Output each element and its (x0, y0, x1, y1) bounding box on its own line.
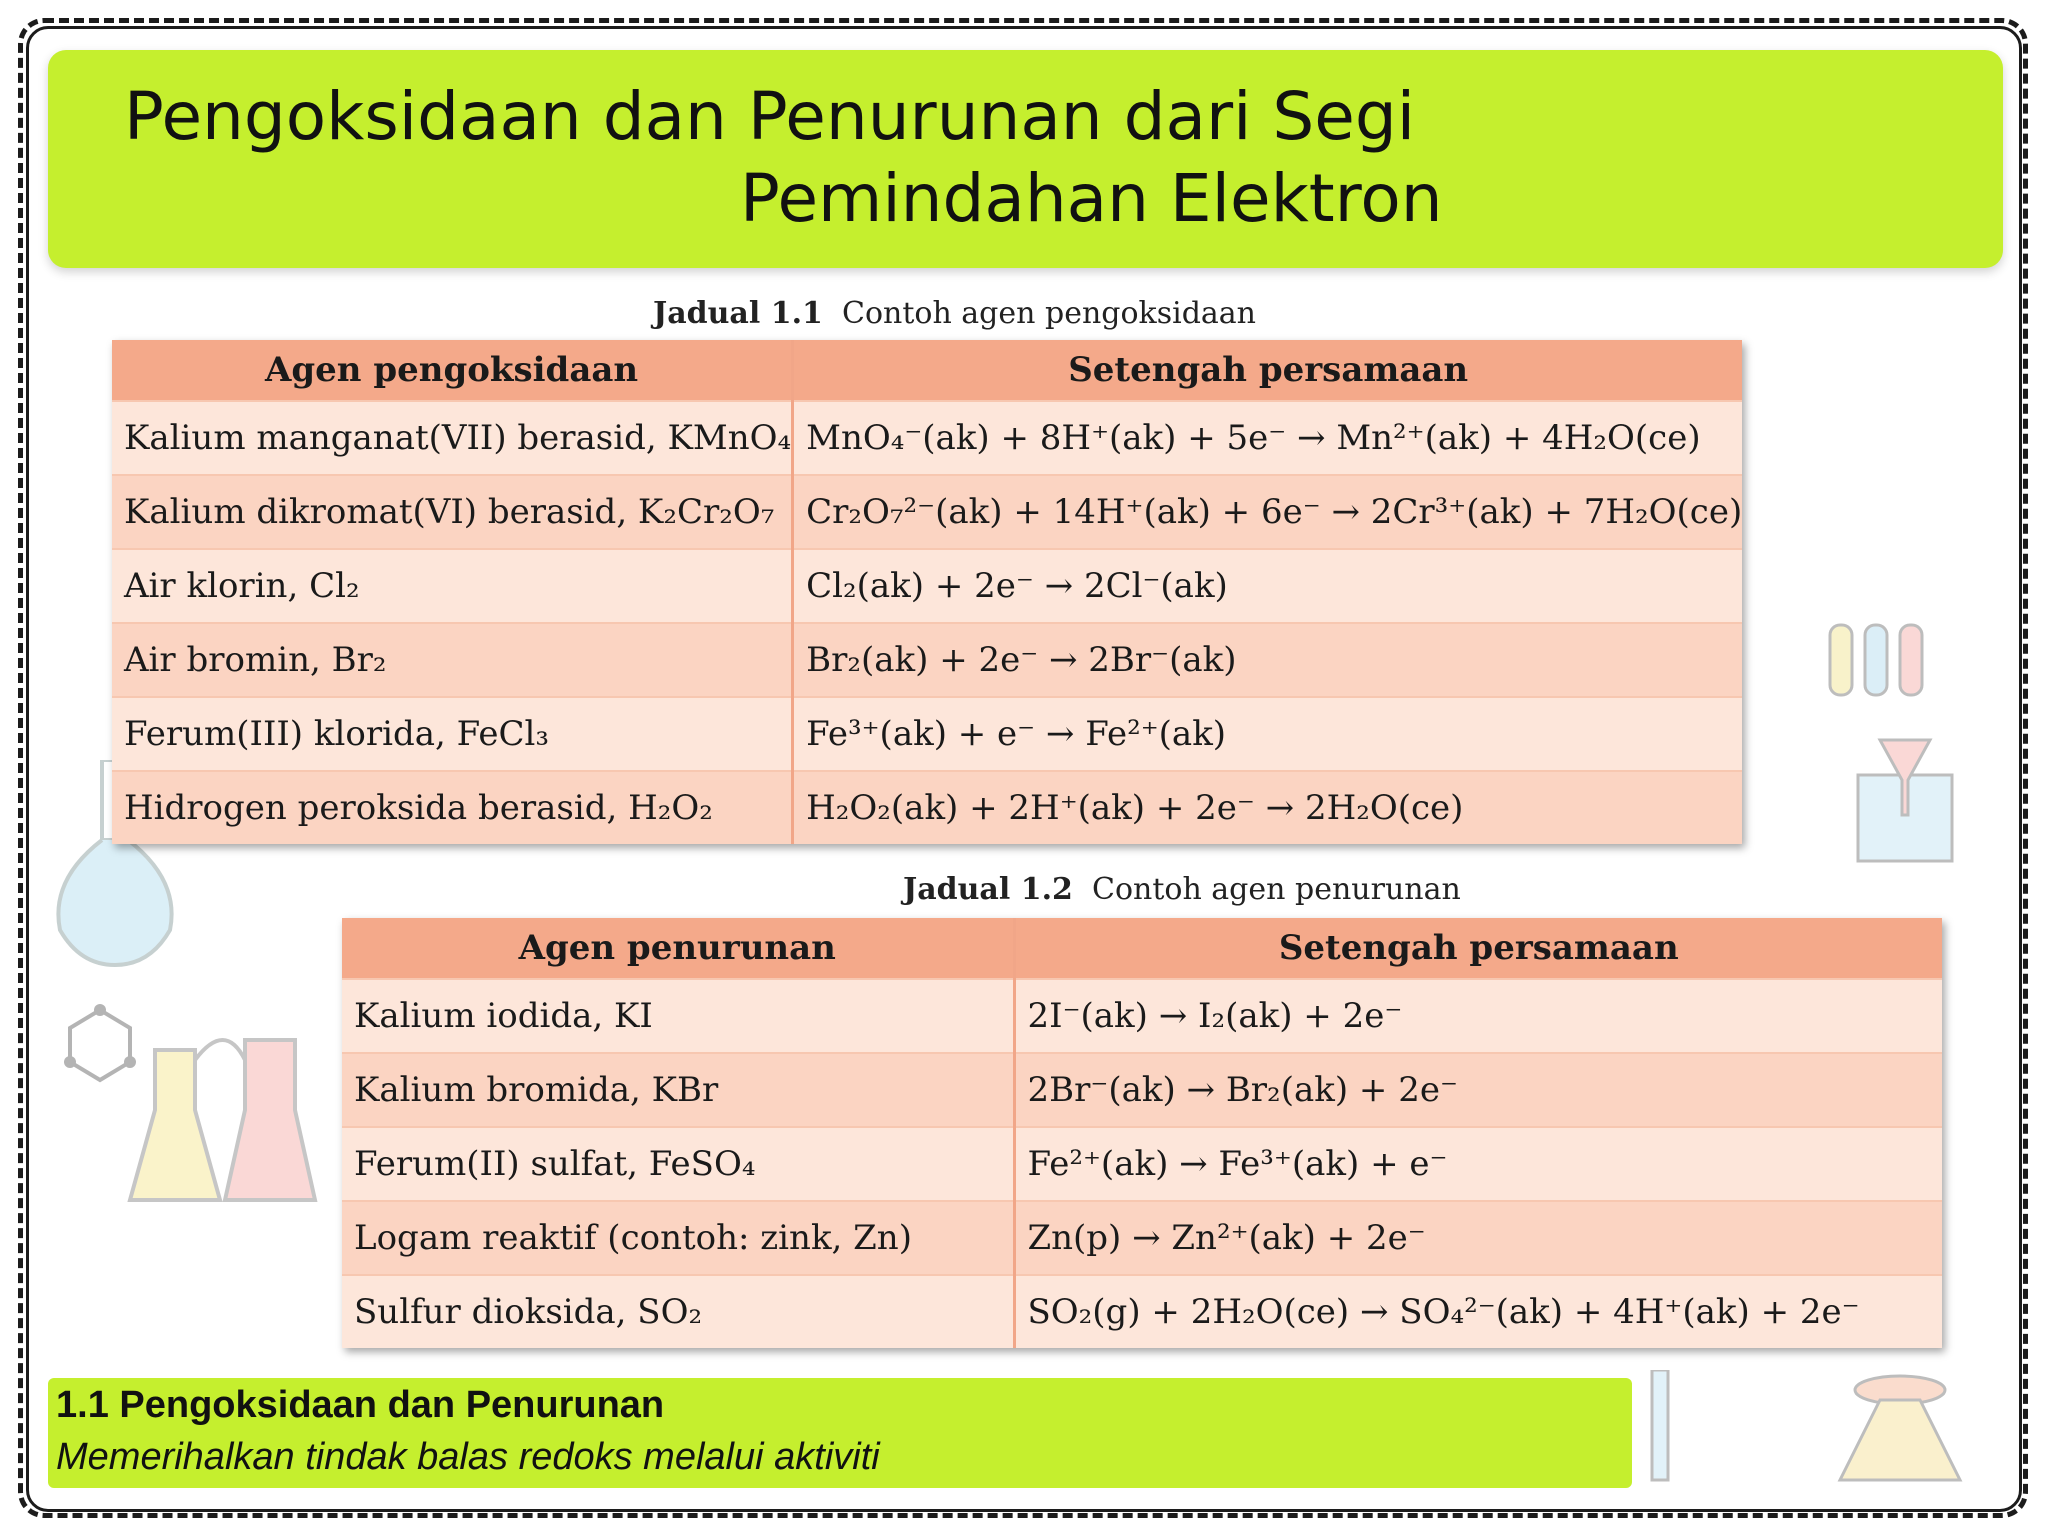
table-row (112, 401, 1742, 475)
reducing-agents-table (342, 918, 1942, 1348)
equation-cell: SO₂(g) + 2H₂O(ce) → SO₄²⁻(ak) + 4H⁺(ak) + 2e⁻ (1014, 1275, 1942, 1348)
agent-cell: Sulfur dioksida, SO₂ (342, 1275, 1014, 1348)
table-row (112, 475, 1742, 549)
table-row (112, 697, 1742, 771)
column-header-equation: Setengah persamaan (1014, 918, 1942, 979)
equation-cell: Fe³⁺(ak) + e⁻ → Fe²⁺(ak) (793, 697, 1743, 771)
agent-cell: Air klorin, Cl₂ (112, 549, 793, 623)
agent-cell: Kalium manganat(VII) berasid, KMnO₄ (112, 401, 793, 475)
column-header-equation: Setengah persamaan (793, 340, 1743, 401)
equation-cell: Zn(p) → Zn²⁺(ak) + 2e⁻ (1014, 1201, 1942, 1275)
table-row (342, 1127, 1942, 1201)
table1-caption (653, 296, 1256, 331)
footer-title: 1.1 Pengoksidaan dan Penurunan (56, 1384, 665, 1426)
table1-caption-label: Jadual 1.1 (653, 296, 823, 331)
table-row (112, 549, 1742, 623)
table-row (342, 1053, 1942, 1127)
test-tubes-icon (1820, 615, 1940, 705)
equation-cell: 2Br⁻(ak) → Br₂(ak) + 2e⁻ (1014, 1053, 1942, 1127)
table-header-row (342, 918, 1942, 979)
equation-cell: 2I⁻(ak) → I₂(ak) + 2e⁻ (1014, 979, 1942, 1053)
agent-cell: Ferum(II) sulfat, FeSO₄ (342, 1127, 1014, 1201)
equation-cell: Cl₂(ak) + 2e⁻ → 2Cl⁻(ak) (793, 549, 1743, 623)
table-row (342, 1275, 1942, 1348)
table2-caption-label: Jadual 1.2 (903, 872, 1073, 907)
table-row (112, 771, 1742, 844)
agent-cell: Hidrogen peroksida berasid, H₂O₂ (112, 771, 793, 844)
agent-cell: Air bromin, Br₂ (112, 623, 793, 697)
funnel-beaker-icon (1850, 735, 1960, 865)
flask-icon (1830, 1370, 1970, 1490)
table-row (342, 979, 1942, 1053)
agent-cell: Kalium bromida, KBr (342, 1053, 1014, 1127)
table2-caption (903, 872, 1461, 907)
equation-cell: Cr₂O₇²⁻(ak) + 14H⁺(ak) + 6e⁻ → 2Cr³⁺(ak) + 7H₂O(ce) (793, 475, 1743, 549)
flask-icon (125, 1030, 325, 1220)
column-header-agent: Agen penurunan (342, 918, 1014, 979)
agent-cell: Logam reaktif (contoh: zink, Zn) (342, 1201, 1014, 1275)
equation-cell: H₂O₂(ak) + 2H⁺(ak) + 2e⁻ → 2H₂O(ce) (793, 771, 1743, 844)
column-header-agent: Agen pengoksidaan (112, 340, 793, 401)
molecule-icon (55, 1000, 145, 1090)
footer-subtitle: Memerihalkan tindak balas redoks melalui aktiviti (56, 1436, 880, 1478)
agent-cell: Ferum(III) klorida, FeCl₃ (112, 697, 793, 771)
agent-cell: Kalium dikromat(VI) berasid, K₂Cr₂O₇ (112, 475, 793, 549)
table1-caption-text: Contoh agen pengoksidaan (841, 296, 1257, 331)
page-title-line-2: Pemindahan Elektron (740, 160, 1443, 237)
table-row (112, 623, 1742, 697)
oxidizing-agents-table (112, 340, 1742, 844)
equation-cell: Br₂(ak) + 2e⁻ → 2Br⁻(ak) (793, 623, 1743, 697)
table-row (342, 1201, 1942, 1275)
page-title-line-1: Pengoksidaan dan Penurunan dari Segi (124, 78, 1416, 155)
burette-icon (1640, 1370, 1680, 1490)
agent-cell: Kalium iodida, KI (342, 979, 1014, 1053)
table2-caption-text: Contoh agen penurunan (1091, 872, 1461, 907)
table-header-row (112, 340, 1742, 401)
equation-cell: Fe²⁺(ak) → Fe³⁺(ak) + e⁻ (1014, 1127, 1942, 1201)
equation-cell: MnO₄⁻(ak) + 8H⁺(ak) + 5e⁻ → Mn²⁺(ak) + 4H₂O(ce) (793, 401, 1743, 475)
